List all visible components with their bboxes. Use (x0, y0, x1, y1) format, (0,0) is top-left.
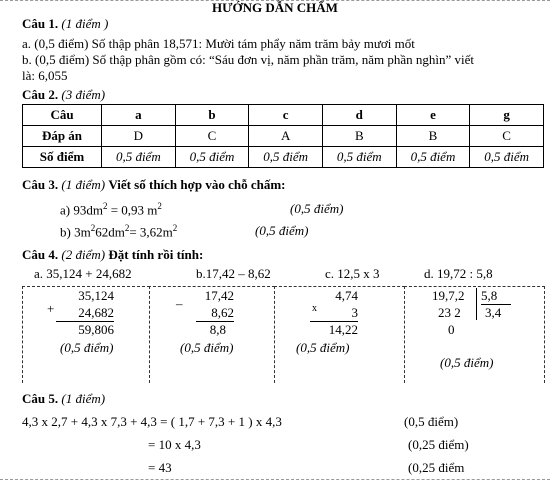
q4-points: (2 điểm) (61, 247, 106, 262)
q3-a-right: = 0,93 m (107, 202, 158, 218)
score-cell: 0,5 điểm (322, 147, 396, 168)
q2-label: Câu 2. (22, 87, 59, 102)
table-header-cell: g (470, 105, 544, 126)
q5-points: (1 điểm) (61, 391, 106, 406)
answers-row-label: Đáp án (23, 126, 102, 147)
q4-a: a. 35,124 + 24,682 (34, 266, 132, 281)
score-cell: 0,5 điểm (249, 147, 323, 168)
answer-table (22, 104, 544, 168)
bottom-divider (0, 479, 550, 480)
calc-b-score: (0,5 điểm) (180, 340, 234, 355)
q3-b-score: (0,5 điểm) (255, 223, 309, 238)
q5-line-2: = 10 x 4,3 (148, 437, 201, 452)
exponent: 2 (90, 223, 96, 233)
q1-label: Câu 1. (22, 16, 59, 31)
table-header-cell: b (175, 105, 249, 126)
q4-heading (22, 247, 203, 263)
q2-points: (3 điểm) (61, 87, 106, 102)
divisor: 5,8 (481, 288, 511, 305)
page-title: HƯỚNG DẪN CHẤM (212, 0, 338, 15)
q5-line-1: 4,3 x 2,7 + 4,3 x 7,3 + 4,3 = ( 1,7 + 7,3 + 1 ) x 4,3 (22, 414, 282, 429)
calc-d-score: (0,5 điểm) (440, 355, 494, 370)
exponent: 2 (157, 201, 162, 211)
q3-a-left: a) 93dm (60, 202, 103, 218)
remainder-1: 23 2 (438, 305, 461, 320)
q4-b: b.17,42 – 8,62 (196, 266, 271, 281)
scores-row-label: Số điểm (23, 147, 102, 168)
answer-cell: C (470, 126, 544, 147)
product-result: 14,22 (328, 322, 358, 337)
q5-line-3: = 43 (148, 460, 172, 475)
table-header-cell: e (396, 105, 470, 126)
exponent: 2 (102, 201, 108, 211)
q1-part-b-line1: b. (0,5 điểm) Số thập phân gồm có: “Sáu đơn vị, năm phần trăm, năm phần nghìn” viết (22, 52, 475, 67)
answer-cell: B (322, 126, 396, 147)
score-cell: 0,5 điểm (396, 147, 470, 168)
exponent: 2 (172, 223, 178, 233)
addend-2: 24,682 (56, 305, 114, 322)
divisor-box (476, 288, 511, 320)
q4-c: c. 12,5 x 3 (325, 266, 380, 281)
exponent: 2 (124, 223, 130, 233)
q3-b-right: = 3,62m (129, 224, 173, 240)
answer-cell: D (102, 126, 176, 147)
q1-points: (1 điểm ) (61, 16, 109, 31)
calc-a-score: (0,5 điểm) (60, 340, 114, 355)
table-header-cell: c (249, 105, 323, 126)
table-header-cell: a (102, 105, 176, 126)
q4-label: Câu 4. (22, 247, 59, 262)
multiply-sign: x (312, 303, 317, 314)
q3-label: Câu 3. (22, 177, 59, 192)
q4-d: d. 19,72 : 5,8 (424, 266, 493, 281)
q3-part-b (60, 223, 177, 240)
answer-cell: B (396, 126, 470, 147)
q4-instruction: Đặt tính rồi tính: (108, 247, 204, 262)
difference-result: 8,8 (209, 322, 226, 337)
minuend: 17,42 (204, 288, 234, 303)
multiplicand: 4,74 (335, 288, 358, 303)
score-cell: 0,5 điểm (470, 147, 544, 168)
minus-sign: – (176, 296, 183, 311)
q3-points: (1 điểm) (61, 177, 106, 192)
q5-heading (22, 391, 105, 407)
subtrahend: 8,62 (196, 305, 234, 322)
q3-instruction: Viết số thích hợp vào chỗ chấm: (108, 177, 286, 192)
addend-1: 35,124 (78, 288, 114, 303)
quotient: 3,4 (485, 305, 502, 320)
table-score-row (23, 147, 544, 168)
q3-part-a (60, 201, 162, 218)
answer-cell: A (249, 126, 323, 147)
table-header-cell: Câu (23, 105, 102, 126)
q1-part-a: a. (0,5 điểm) Số thập phân 18,571: Mười tám phẩy năm trăm bảy mươi mốt (22, 36, 415, 51)
multiplier: 3 (310, 305, 358, 322)
plus-sign: + (47, 301, 55, 316)
q5-score-3: (0,25 điểm (408, 460, 465, 475)
q1-part-b-line2: là: 6,055 (22, 68, 68, 83)
dividend: 19,7,2 (432, 288, 465, 303)
q5-label: Câu 5. (22, 391, 59, 406)
table-answer-row (23, 126, 544, 147)
q5-score-2: (0,25 điểm) (408, 437, 469, 452)
score-cell: 0,5 điểm (102, 147, 176, 168)
sum-result: 59,806 (78, 322, 114, 337)
q3-b-mid: 62dm (95, 224, 125, 240)
q3-a-score: (0,5 điểm) (290, 201, 344, 216)
q2-heading (22, 87, 105, 103)
table-header-cell: d (322, 105, 396, 126)
q3-b-left: b) 3m (60, 224, 91, 240)
remainder-2: 0 (448, 322, 455, 337)
answer-cell: C (175, 126, 249, 147)
q5-score-1: (0,5 điểm) (404, 414, 459, 429)
score-cell: 0,5 điểm (175, 147, 249, 168)
q3-heading (22, 177, 285, 193)
table-header-row (23, 105, 544, 126)
q1-heading (22, 16, 108, 32)
calc-c-score: (0,5 điểm) (296, 340, 350, 355)
